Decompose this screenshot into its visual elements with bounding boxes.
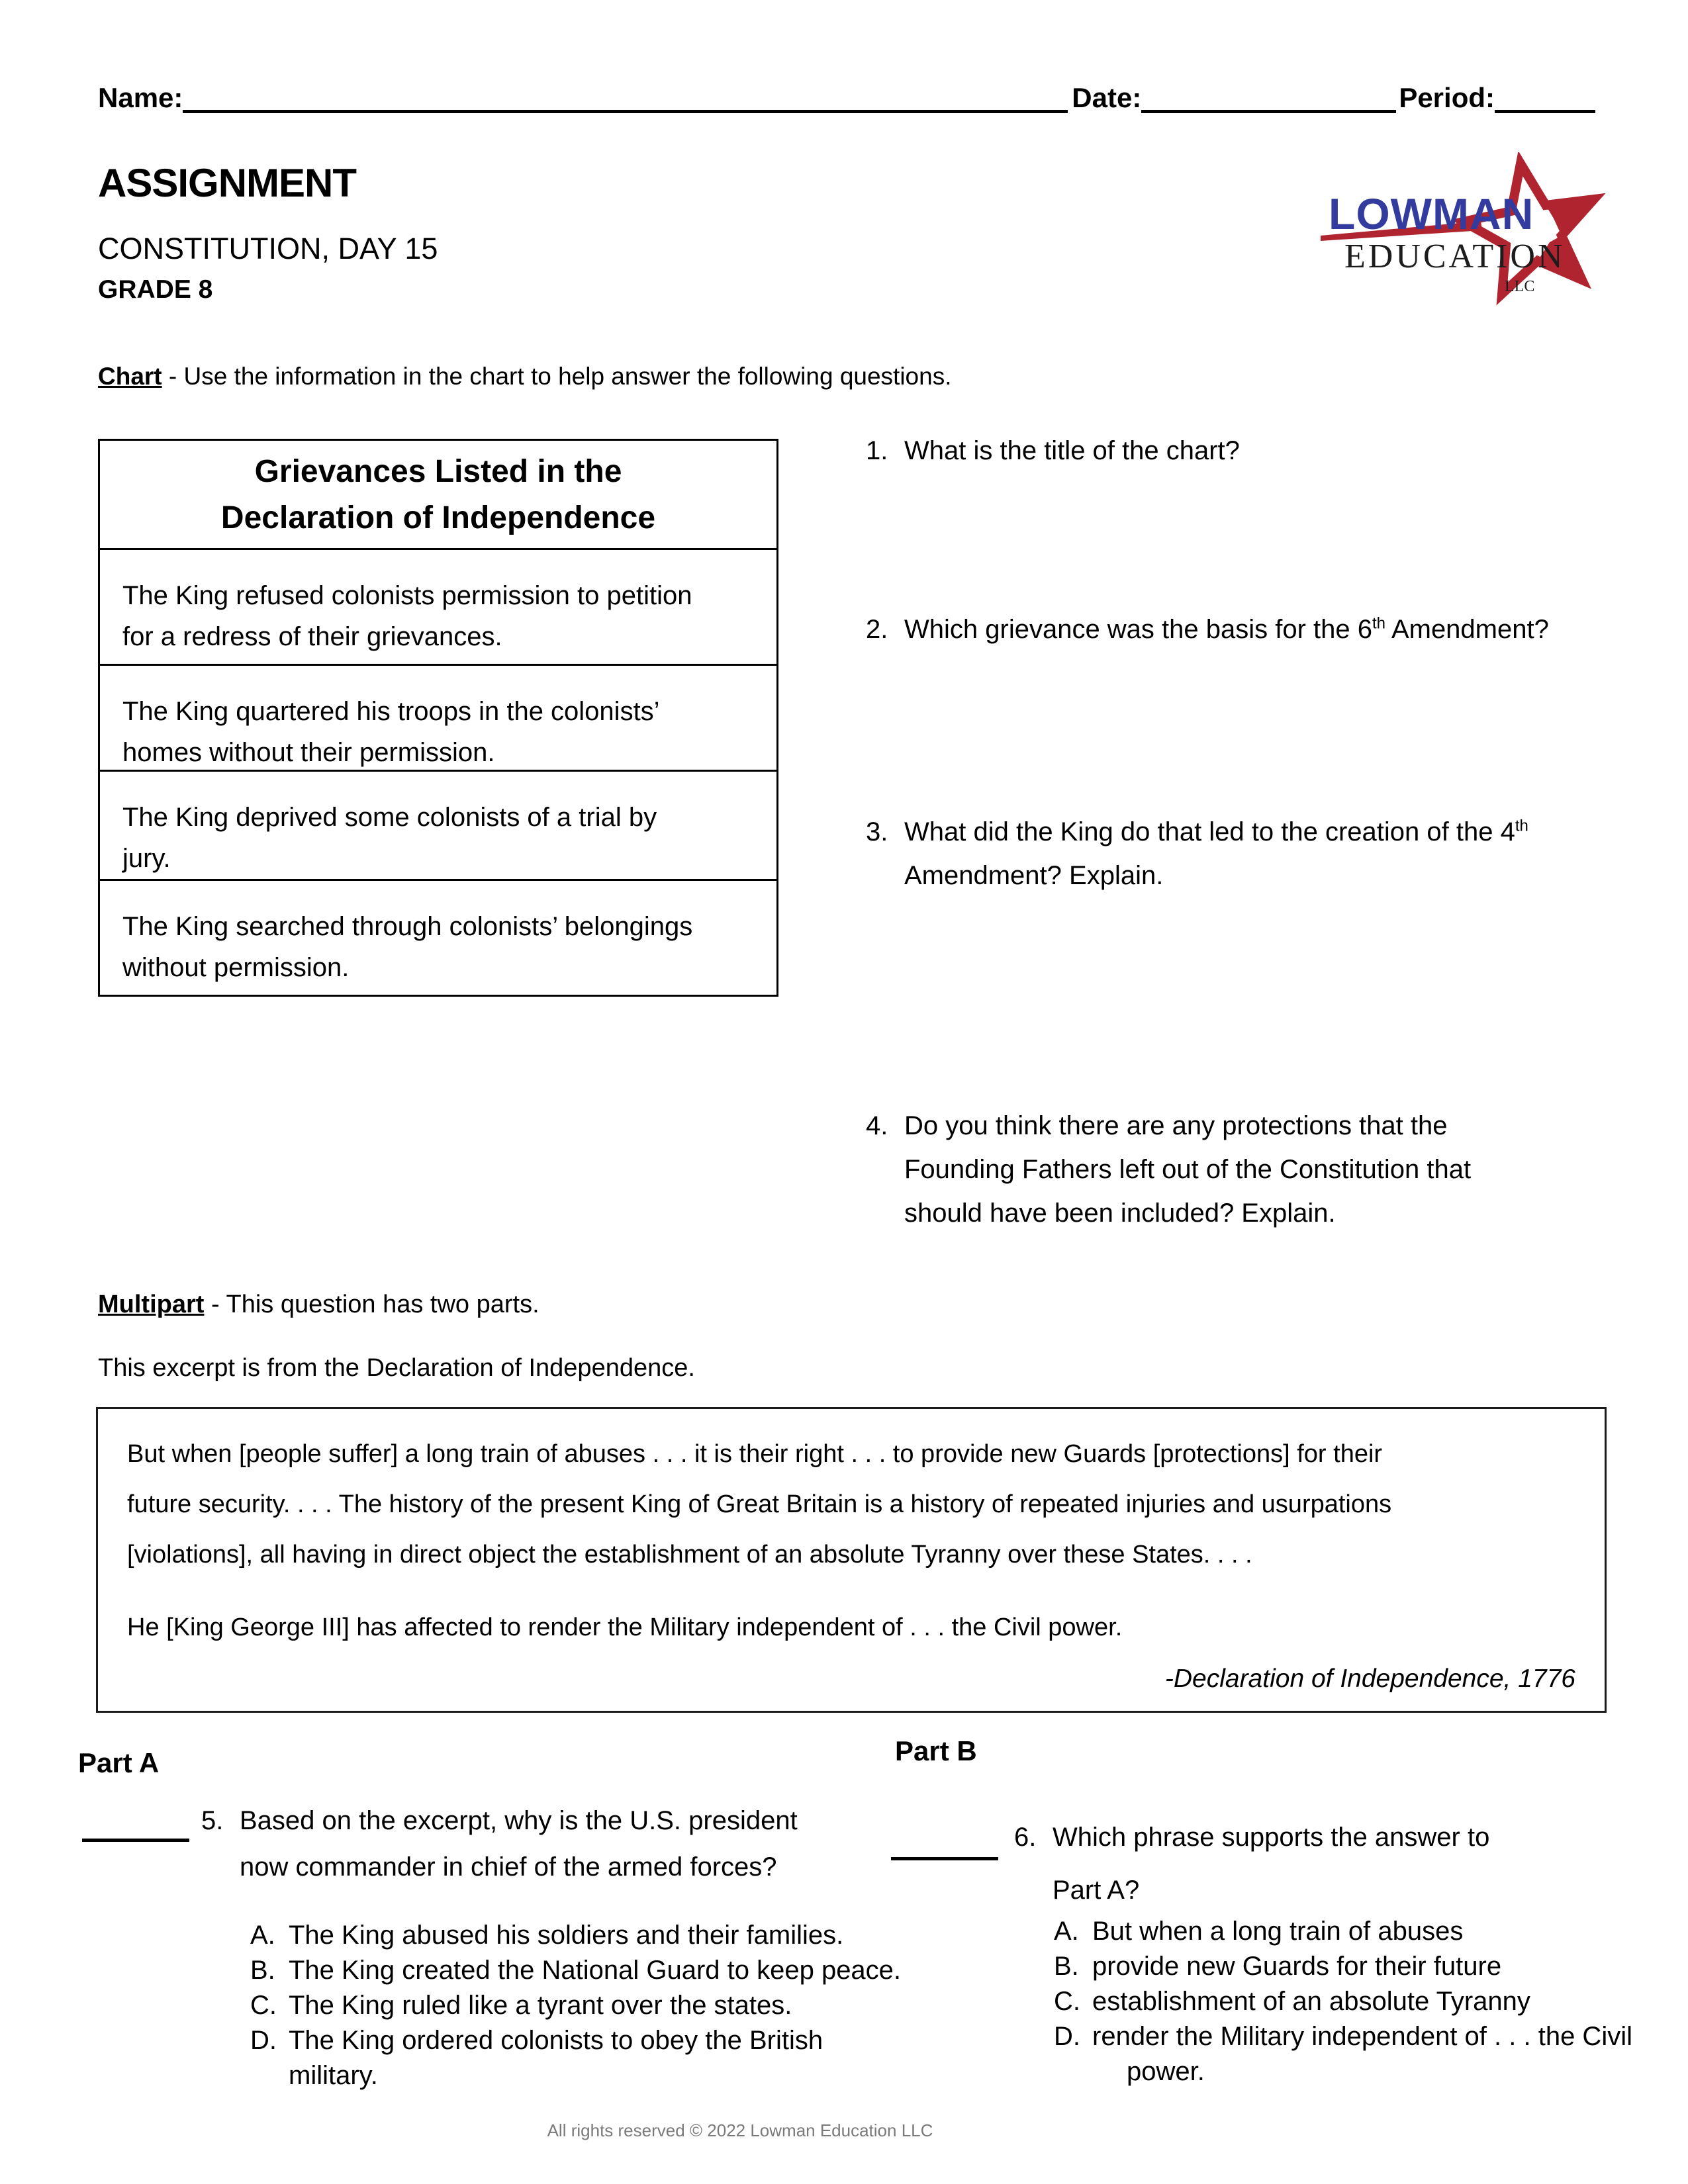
option-text: The King abused his soldiers and their families.: [289, 1921, 844, 1950]
question-line: Do you think there are any protections that the: [904, 1111, 1448, 1140]
part-a-label: Part A: [78, 1747, 160, 1778]
grievances-table-title: [100, 441, 776, 548]
question-number: 3.: [866, 817, 888, 846]
option-letter: B.: [1054, 1952, 1079, 1981]
question-1: [866, 429, 1614, 473]
question-6-answer-blank[interactable]: [891, 1811, 998, 1860]
date-blank-line[interactable]: [1141, 81, 1396, 113]
table-title-line1: Grievances Listed in the: [254, 454, 622, 489]
option-text: establishment of an absolute Tyranny: [1092, 1987, 1530, 2016]
header-row: [98, 81, 1595, 113]
option-text: But when a long train of abuses: [1092, 1917, 1464, 1946]
question-text: [1053, 1811, 1632, 1917]
excerpt-paragraph-2: He [King George III] has affected to render the Military independent of . . . the Civil power.: [127, 1614, 1123, 1641]
logo-brand-text: LOWMAN: [1329, 189, 1534, 238]
question-text: [240, 1797, 863, 1890]
question-6-options: [1054, 1914, 1636, 2089]
question-3: [866, 810, 1614, 897]
table-row-text: The King refused colonists permission to petition: [122, 581, 692, 610]
excerpt-attribution: -Declaration of Independence, 1776: [1164, 1664, 1575, 1693]
question-text-segment: Amendment?: [1385, 615, 1549, 644]
multipart-section-intro: [98, 1291, 539, 1319]
period-label: Period:: [1399, 82, 1495, 113]
name-blank-line[interactable]: [183, 81, 1068, 113]
question-2: [866, 608, 1614, 651]
option-b: [250, 1953, 912, 1988]
ordinal-superscript: th: [1372, 614, 1386, 633]
table-row-text: The King searched through colonists’ belongings: [122, 912, 693, 941]
option-letter: D.: [1054, 2022, 1080, 2051]
excerpt-line: [violations], all having in direct object the establishment of an absolute Tyranny over these States. . . .: [127, 1541, 1252, 1569]
question-line: Part A?: [1053, 1876, 1140, 1905]
question-line: Based on the excerpt, why is the U.S. president: [240, 1806, 798, 1835]
question-text: [904, 810, 1614, 897]
ordinal-superscript: th: [1515, 817, 1528, 835]
table-row: [100, 770, 776, 879]
period-blank-line[interactable]: [1495, 81, 1595, 113]
option-c: [250, 1988, 912, 2023]
option-text: The King ordered colonists to obey the British military.: [289, 2026, 823, 2090]
question-line: Which phrase supports the answer to: [1053, 1823, 1490, 1852]
table-row-text: The King deprived some colonists of a trial by: [122, 803, 657, 832]
question-text: [904, 608, 1614, 651]
excerpt-line: future security. . . . The history of the present King of Great Britain is a history of repeated injuries and usurpations: [127, 1490, 1392, 1518]
option-letter: C.: [250, 1991, 277, 2020]
question-text: [904, 1104, 1614, 1235]
option-b: [1054, 1949, 1636, 1984]
name-label: Name:: [98, 82, 183, 113]
question-5: [82, 1797, 863, 1890]
table-row-text: for a redress of their grievances.: [122, 622, 502, 651]
multipart-keyword: Multipart: [98, 1291, 205, 1318]
table-title-line2: Declaration of Independence: [220, 500, 656, 535]
table-row: [100, 548, 776, 664]
question-number: 2.: [866, 615, 888, 644]
option-letter: D.: [250, 2026, 277, 2055]
question-line: Amendment? Explain.: [904, 861, 1164, 890]
table-row: [100, 664, 776, 770]
excerpt-line: But when [people suffer] a long train of abuses . . . it is their right . . . to provide new Guards [protections] for their: [127, 1440, 1383, 1468]
grievances-table: [98, 439, 778, 997]
question-line: now commander in chief of the armed forces?: [240, 1852, 777, 1882]
option-letter: A.: [1054, 1917, 1079, 1946]
option-d: [250, 2023, 912, 2093]
part-b-label: Part B: [895, 1735, 977, 1766]
question-number: 6.: [1014, 1823, 1037, 1852]
question-6: [891, 1811, 1632, 1917]
option-text: The King created the National Guard to keep peace.: [289, 1956, 902, 1985]
option-a: [250, 1918, 912, 1953]
excerpt-box: [96, 1407, 1607, 1713]
chart-intro-text: - Use the information in the chart to help answer the following questions.: [162, 363, 952, 390]
excerpt-intro: This excerpt is from the Declaration of Independence.: [98, 1354, 695, 1382]
table-row-text: jury.: [122, 844, 171, 873]
question-5-answer-blank[interactable]: [82, 1797, 189, 1842]
question-text: What is the title of the chart?: [904, 436, 1240, 465]
question-number: 5.: [201, 1806, 224, 1835]
option-text: The King ruled like a tyrant over the states.: [289, 1991, 792, 2020]
multipart-intro-text: - This question has two parts.: [204, 1291, 539, 1318]
option-letter: B.: [250, 1956, 275, 1985]
question-text-segment: What did the King do that led to the creation of the 4: [904, 817, 1515, 846]
option-c: [1054, 1984, 1636, 2019]
chart-section-intro: [98, 363, 952, 390]
table-row-text: homes without their permission.: [122, 738, 495, 767]
logo-star-icon: [1314, 152, 1605, 324]
table-row-text: The King quartered his troops in the colonists’: [122, 697, 660, 726]
date-label: Date:: [1072, 82, 1142, 113]
option-a: [1054, 1914, 1636, 1949]
logo-sub-text: EDUCATION: [1344, 238, 1566, 275]
option-letter: A.: [250, 1921, 275, 1950]
question-text-segment: Which grievance was the basis for the 6: [904, 615, 1373, 644]
lowman-education-logo: [1314, 152, 1605, 324]
question-line: [904, 810, 1614, 854]
option-letter: C.: [1054, 1987, 1080, 2016]
table-row-text: without permission.: [122, 953, 350, 982]
logo-llc-text: LLC: [1505, 278, 1535, 295]
option-d: [1054, 2019, 1636, 2089]
question-line: Founding Fathers left out of the Constitution that: [904, 1155, 1472, 1184]
question-number: 4.: [866, 1111, 888, 1140]
question-5-options: [250, 1918, 912, 2093]
question-number: 1.: [866, 436, 888, 465]
option-text: provide new Guards for their future: [1092, 1952, 1502, 1981]
copyright-footer: All rights reserved © 2022 Lowman Education LLC: [547, 2120, 933, 2140]
option-text: render the Military independent of . . . the Civil power.: [1092, 2022, 1632, 2086]
question-line: should have been included? Explain.: [904, 1199, 1336, 1228]
page-subtitle: CONSTITUTION, DAY 15: [98, 232, 438, 265]
table-row: [100, 879, 776, 995]
chart-keyword: Chart: [98, 363, 162, 390]
grade-label: GRADE 8: [98, 275, 213, 304]
page-title: ASSIGNMENT: [98, 161, 357, 205]
question-4: [866, 1104, 1614, 1235]
